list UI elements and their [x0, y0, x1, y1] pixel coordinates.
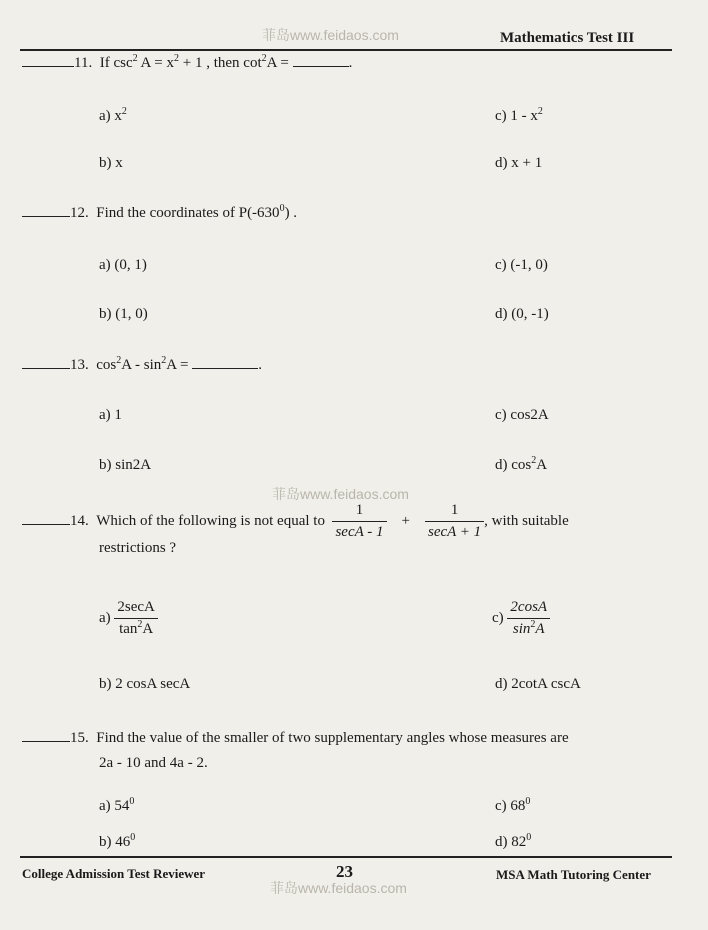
q11-option-a: a) $x^2$ [99, 106, 127, 124]
q15-option-d: d) $82^0$ [495, 832, 532, 850]
q14-fraction-1: $\frac{1}{\sec A - 1}$ [332, 503, 386, 541]
q12-option-b: b) (1, 0) [99, 306, 148, 322]
header-rule [20, 49, 672, 51]
question-14-stem-line2: restrictions ? [99, 540, 177, 556]
question-13-stem: 13. $\cos^2A - \sin^2A$ = . [22, 357, 262, 374]
answer-blank [22, 368, 70, 369]
question-15-stem-line2: 2a - 10 and 4a - 2. [99, 755, 208, 771]
q14-fraction-2: $\frac{1}{\sec A + 1}$ [425, 503, 484, 541]
answer-blank [22, 216, 70, 217]
q13-option-c: c) cos2A [495, 407, 549, 423]
q15-option-b: b) $46^0$ [99, 832, 136, 850]
footer-left: College Admission Test Reviewer [22, 866, 206, 881]
answer-blank [22, 66, 74, 67]
q14-option-c: c) $\frac{2\cos A}{\sin^2A}$ [492, 600, 550, 638]
footer-right: MSA Math Tutoring Center [496, 867, 651, 882]
q11-option-b: b) x [99, 155, 123, 171]
page-header-title: Mathematics Test III [500, 30, 635, 46]
q11-option-c: c) $1 - x^2$ [495, 106, 543, 124]
q14-option-b: b) 2 cosA secA [99, 676, 191, 692]
q12-option-c: c) (-1, 0) [495, 257, 548, 273]
footer-rule [20, 856, 672, 858]
fill-blank [192, 368, 258, 369]
fill-blank [293, 66, 349, 67]
answer-blank [22, 741, 70, 742]
q12-option-a: a) (0, 1) [99, 257, 147, 273]
q11-option-d: d) x + 1 [495, 155, 543, 171]
footer-page-number: 23 [336, 862, 353, 881]
question-12-stem: 12. Find the coordinates of $P(-630^0)$ . [22, 205, 297, 222]
q12-option-d: d) (0, -1) [495, 306, 549, 322]
question-11-stem: 11. If $\csc^2 A = x^2 + 1$ , then $\cot^2A$ = . [22, 55, 352, 72]
q14-option-a: a) $\frac{2\sec A}{\tan^2A}$ [99, 600, 158, 638]
q13-option-d: d) $\cos^2A$ [495, 455, 548, 473]
q15-option-a: a) $54^0$ [99, 796, 135, 814]
question-14-stem: 14. Which of the following is not equal to $\frac{1}{\sec A - 1}$ + $\frac{1}{\sec A + 1}$ , with suitable [22, 503, 569, 541]
q13-option-b: b) sin2A [99, 457, 152, 473]
q13-option-a: a) 1 [99, 407, 122, 423]
answer-blank [22, 524, 70, 525]
q15-option-c: c) $68^0$ [495, 796, 531, 814]
q14-option-d: d) 2cotA cscA [495, 676, 581, 692]
mid-watermark: 菲岛www.feidaos.com [272, 486, 409, 502]
header-watermark: 菲岛www.feidaos.com [262, 27, 399, 43]
question-15-stem: 15. Find the value of the smaller of two supplementary angles whose measures are [22, 730, 569, 747]
footer-watermark: 菲岛www.feidaos.com [270, 880, 407, 896]
